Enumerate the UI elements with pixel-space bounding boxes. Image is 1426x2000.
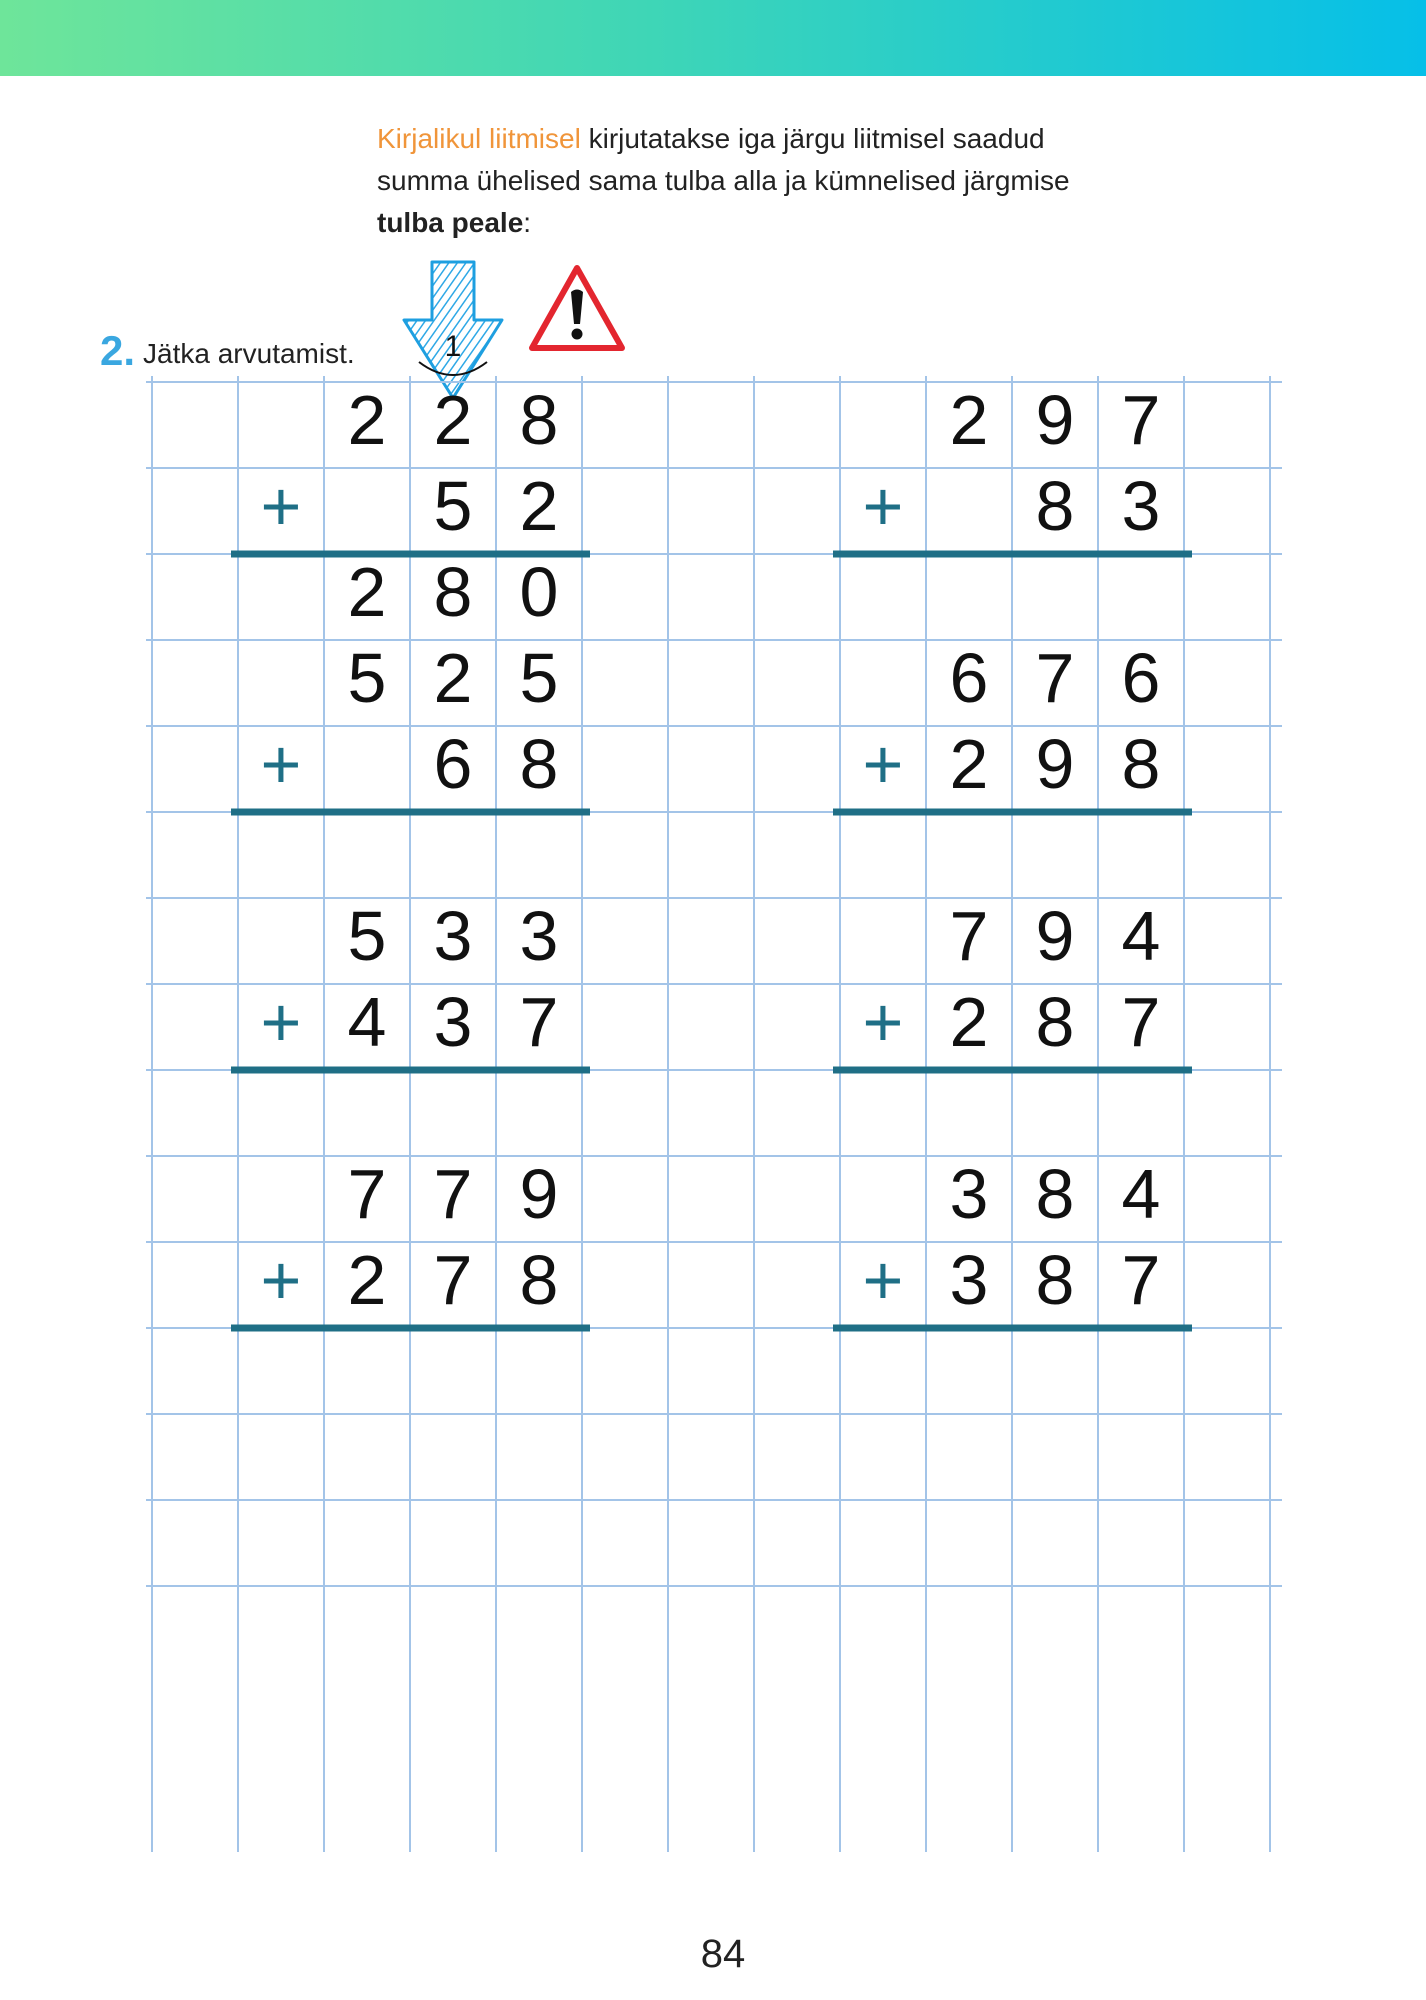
carry-digit: 1 (444, 330, 462, 363)
task-instruction: Jätka arvutamist. (143, 337, 355, 369)
addend-top-digit: 7 (1121, 381, 1161, 459)
instruction-bold: tulba peale (377, 207, 524, 238)
addend-bottom-digit: 8 (1121, 725, 1161, 803)
addend-top-digit: 6 (949, 639, 989, 717)
plus-sign: + (260, 1241, 302, 1319)
addend-top-digit: 5 (519, 639, 559, 717)
addend-bottom-digit: 8 (519, 1241, 559, 1319)
addend-top-digit: 5 (347, 639, 387, 717)
plus-sign: + (862, 983, 904, 1061)
instruction-highlight: Kirjalikul liitmisel (377, 123, 581, 154)
instruction-end: : (523, 207, 532, 238)
addend-bottom-digit: 3 (433, 983, 473, 1061)
addend-top-digit: 7 (433, 1155, 473, 1233)
addend-top-digit: 7 (949, 897, 989, 975)
addend-bottom-digit: 8 (1035, 1241, 1075, 1319)
addend-top-digit: 9 (1035, 381, 1075, 459)
addend-top-digit: 2 (347, 381, 387, 459)
addend-top-digit: 8 (519, 381, 559, 459)
result-digit: 2 (347, 553, 387, 631)
addend-bottom-digit: 2 (949, 983, 989, 1061)
addend-bottom-digit: 5 (433, 467, 473, 545)
addend-top-digit: 8 (1035, 1155, 1075, 1233)
addend-bottom-digit: 2 (949, 725, 989, 803)
addend-top-digit: 4 (1121, 897, 1161, 975)
page-number: 84 (700, 1932, 746, 1976)
addend-top-digit: 7 (347, 1155, 387, 1233)
addend-bottom-digit: 6 (433, 725, 473, 803)
result-digit: 0 (519, 553, 559, 631)
carry-arc (419, 362, 487, 375)
addend-top-digit: 6 (1121, 639, 1161, 717)
addend-top-digit: 5 (347, 897, 387, 975)
addend-top-digit: 7 (1035, 639, 1075, 717)
task-number: 2. (100, 327, 136, 374)
addend-bottom-digit: 3 (1121, 467, 1161, 545)
addend-bottom-digit: 9 (1035, 725, 1075, 803)
addend-top-digit: 4 (1121, 1155, 1161, 1233)
plus-sign: + (260, 983, 302, 1061)
addend-bottom-digit: 8 (519, 725, 559, 803)
instruction-body: kirjutatakse iga järgu liitmisel saadud summa ühelised sama tulba alla ja kümnelised järgmise (377, 123, 1070, 196)
addend-bottom-digit: 3 (949, 1241, 989, 1319)
addend-top-digit: 3 (949, 1155, 989, 1233)
result-digit: 8 (433, 553, 473, 631)
addend-top-digit: 2 (949, 381, 989, 459)
plus-sign: + (862, 1241, 904, 1319)
plus-sign: + (862, 725, 904, 803)
plus-sign: + (260, 725, 302, 803)
addend-top-digit: 9 (1035, 897, 1075, 975)
addend-bottom-digit: 7 (519, 983, 559, 1061)
addend-bottom-digit: 4 (347, 983, 387, 1061)
addend-bottom-digit: 7 (1121, 983, 1161, 1061)
addend-top-digit: 2 (433, 639, 473, 717)
addend-top-digit: 3 (433, 897, 473, 975)
addend-top-digit: 2 (433, 381, 473, 459)
addend-bottom-digit: 7 (433, 1241, 473, 1319)
plus-sign: + (260, 467, 302, 545)
addend-bottom-digit: 8 (1035, 983, 1075, 1061)
addend-bottom-digit: 7 (1121, 1241, 1161, 1319)
addend-bottom-digit: 2 (347, 1241, 387, 1319)
addend-top-digit: 9 (519, 1155, 559, 1233)
plus-sign: + (862, 467, 904, 545)
addend-bottom-digit: 2 (519, 467, 559, 545)
addend-bottom-digit: 8 (1035, 467, 1075, 545)
addend-top-digit: 3 (519, 897, 559, 975)
